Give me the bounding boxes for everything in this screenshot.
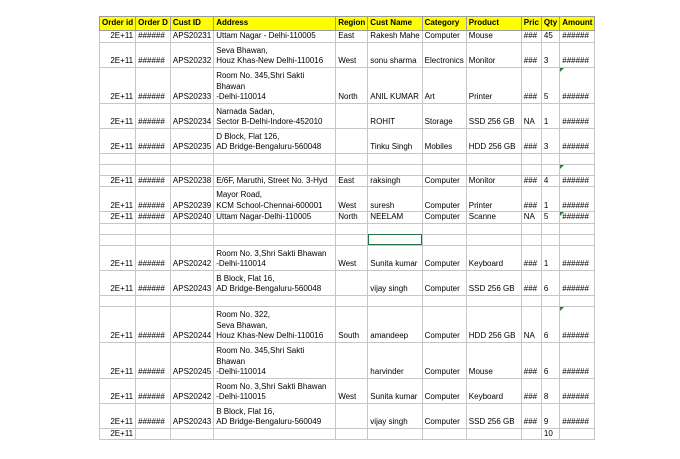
cell-address[interactable]: Room No. 3,Shri Sakti Bhawan -Delhi-110015 [214,378,336,403]
header-region[interactable]: Region [336,17,368,31]
cell-qty[interactable]: 9 [541,403,559,428]
table-row [100,378,595,403]
cell-region[interactable] [336,164,368,175]
cell-region[interactable] [336,128,368,153]
cell-price[interactable]: ### [521,175,541,187]
cell-amount[interactable]: ###### [560,103,595,128]
cell-region[interactable] [336,223,368,234]
cell-order-id[interactable]: 2E+11 [100,245,136,270]
cell-order-date[interactable]: ###### [136,128,171,153]
cell-qty[interactable]: 5 [541,67,559,103]
cell-order-id[interactable]: 2E+11 [100,67,136,103]
cell-cust-id[interactable]: APS20243 [170,403,213,428]
cell-order-date[interactable]: ###### [136,378,171,403]
cell-qty[interactable]: 6 [541,270,559,295]
cell-order-id[interactable] [100,164,136,175]
cell-product[interactable]: Scanne [466,212,521,224]
cell-cust-name[interactable]: amandeep [368,306,422,342]
header-product[interactable]: Product [466,17,521,31]
table-row [100,212,595,224]
cell-price[interactable]: ### [521,187,541,212]
cell-order-id[interactable]: 2E+11 [100,31,136,43]
cell-product[interactable]: Printer [466,67,521,103]
cell-cust-name[interactable]: Rakesh Mahe [368,31,422,43]
cell-cust-name[interactable]: sonu sharma [368,42,422,67]
cell-region[interactable]: West [336,378,368,403]
cell-cust-id[interactable]: APS20234 [170,103,213,128]
spreadsheet-grid [99,16,595,440]
cell-price[interactable] [521,295,541,306]
cell-price[interactable]: ### [521,42,541,67]
cell-order-id[interactable]: 2E+11 [100,212,136,224]
cell-address[interactable]: B Block, Flat 16, AD Bridge-Bengaluru-560048 [214,270,336,295]
blank-row [100,234,595,245]
cell-amount[interactable]: ###### [560,306,595,342]
cell-amount[interactable]: ###### [560,212,595,224]
table-row [100,270,595,295]
cell-amount[interactable]: ###### [560,31,595,43]
cell-address[interactable]: E/6F, Maruthi, Street No. 3-Hyd [214,175,336,187]
cell-amount[interactable]: ###### [560,128,595,153]
cell-product[interactable]: Keyboard [466,378,521,403]
cell-amount[interactable]: ###### [560,67,595,103]
cell-category[interactable]: Computer [422,378,466,403]
cell-amount[interactable]: ###### [560,403,595,428]
cell-product[interactable]: HDD 256 GB [466,306,521,342]
cell-amount[interactable]: ###### [560,187,595,212]
cell-cust-id[interactable]: APS20244 [170,306,213,342]
table-row [100,175,595,187]
cell-qty[interactable]: 1 [541,103,559,128]
cell-product[interactable]: Monitor [466,42,521,67]
table-row [100,403,595,428]
cell-qty[interactable]: 4 [541,175,559,187]
table-row [100,42,595,67]
cell-product[interactable]: Monitor [466,175,521,187]
cell-category[interactable]: Computer [422,403,466,428]
cell-order-date[interactable]: ###### [136,175,171,187]
cell-order-id[interactable]: 2E+11 [100,403,136,428]
cell-order-id[interactable]: 2E+11 [100,342,136,378]
cell-amount[interactable]: ###### [560,42,595,67]
cell-cust-id[interactable]: APS20231 [170,31,213,43]
cell-cust-id[interactable] [170,164,213,175]
cell-category[interactable]: Art [422,67,466,103]
cell-price[interactable]: ### [521,128,541,153]
cell-cust-name[interactable]: Tinku Singh [368,128,422,153]
cell-region[interactable]: West [336,187,368,212]
header-cust-name[interactable]: Cust Name [368,17,422,31]
cell-order-id[interactable]: 2E+11 [100,270,136,295]
cell-region[interactable]: West [336,42,368,67]
cell-qty[interactable]: 3 [541,42,559,67]
cell-qty[interactable] [541,234,559,245]
cell-category[interactable] [422,164,466,175]
cell-cust-name[interactable]: Sunita kumar [368,245,422,270]
cell-qty[interactable]: 8 [541,378,559,403]
cell-price[interactable]: ### [521,31,541,43]
table-row [100,342,595,378]
cell-cust-id[interactable]: APS20243 [170,270,213,295]
cell-order-date[interactable] [136,428,171,440]
cell-region[interactable]: East [336,175,368,187]
cell-order-date[interactable] [136,295,171,306]
cell-order-id[interactable]: 2E+11 [100,103,136,128]
blank-row [100,153,595,164]
cell-order-date[interactable]: ###### [136,306,171,342]
cell-qty[interactable]: 5 [541,212,559,224]
cell-product[interactable] [466,234,521,245]
header-price[interactable]: Pric [521,17,541,31]
cell-cust-name[interactable]: ANIL KUMAR [368,67,422,103]
cell-price[interactable] [521,164,541,175]
cell-cust-id[interactable]: APS20242 [170,245,213,270]
table-row [100,128,595,153]
cell-order-date[interactable]: ###### [136,103,171,128]
cell-order-id[interactable] [100,234,136,245]
cell-cust-id[interactable] [170,223,213,234]
cell-address[interactable] [214,223,336,234]
cell-price[interactable] [521,234,541,245]
header-order-id[interactable]: Order id [100,17,136,31]
cell-cust-id[interactable]: APS20242 [170,378,213,403]
cell-region[interactable]: East [336,31,368,43]
cell-cust-id[interactable]: APS20245 [170,342,213,378]
cell-cust-id[interactable]: APS20238 [170,175,213,187]
cell-price[interactable] [521,153,541,164]
table-row [100,187,595,212]
cell-cust-name[interactable]: Sunita kumar [368,378,422,403]
table-row [100,245,595,270]
cell-cust-name[interactable]: suresh [368,187,422,212]
header-qty[interactable]: Qty [541,17,559,31]
cell-order-date[interactable]: ###### [136,342,171,378]
cell-region[interactable] [336,403,368,428]
cell-category[interactable] [422,428,466,440]
cell-cust-name[interactable]: vijay singh [368,270,422,295]
cell-region[interactable]: West [336,245,368,270]
header-category[interactable]: Category [422,17,466,31]
cell-qty[interactable] [541,164,559,175]
cell-region[interactable] [336,234,368,245]
cell-price[interactable]: NA [521,103,541,128]
cell-address[interactable] [214,153,336,164]
cell-amount[interactable] [560,153,595,164]
cell-price[interactable]: ### [521,403,541,428]
data-table [99,16,595,440]
cell-product[interactable] [466,428,521,440]
cell-cust-name[interactable]: NEELAM [368,212,422,224]
cell-order-id[interactable]: 2E+11 [100,306,136,342]
cell-cust-name[interactable]: vijay singh [368,403,422,428]
cell-order-date[interactable]: ###### [136,270,171,295]
header-order-date[interactable]: Order D [136,17,171,31]
cell-qty[interactable]: 45 [541,31,559,43]
cell-region[interactable]: South [336,306,368,342]
cell-region[interactable] [336,103,368,128]
cell-amount[interactable] [560,295,595,306]
cell-order-date[interactable]: ###### [136,403,171,428]
cell-cust-name[interactable] [368,295,422,306]
cell-order-id[interactable]: 2E+11 [100,175,136,187]
cell-price[interactable] [521,428,541,440]
header-cust-id[interactable]: Cust ID [170,17,213,31]
cell-region[interactable] [336,270,368,295]
header-address[interactable]: Address [214,17,336,31]
cell-order-id[interactable] [100,153,136,164]
cell-qty[interactable]: 6 [541,342,559,378]
cell-product[interactable] [466,223,521,234]
cell-category[interactable]: Mobiles [422,128,466,153]
cell-qty[interactable] [541,295,559,306]
cell-product[interactable]: Mouse [466,342,521,378]
cell-category[interactable] [422,295,466,306]
cell-order-date[interactable] [136,234,171,245]
cell-order-date[interactable] [136,223,171,234]
cell-cust-name[interactable] [368,164,422,175]
cell-order-id[interactable]: 2E+11 [100,428,136,440]
cell-price[interactable]: ### [521,67,541,103]
cell-cust-name[interactable] [368,223,422,234]
cell-product[interactable]: HDD 256 GB [466,128,521,153]
cell-product[interactable] [466,153,521,164]
cell-address[interactable]: Mayor Road, KCM School-Chennai-600001 [214,187,336,212]
cell-address[interactable]: Narnada Sadan, Sector B-Delhi-Indore-452010 [214,103,336,128]
cell-amount[interactable]: ###### [560,245,595,270]
cell-product[interactable] [466,295,521,306]
cell-region[interactable] [336,295,368,306]
cell-order-date[interactable]: ###### [136,212,171,224]
cell-order-id[interactable]: 2E+11 [100,42,136,67]
cell-order-date[interactable]: ###### [136,245,171,270]
cell-category[interactable] [422,223,466,234]
cell-category[interactable]: Computer [422,175,466,187]
cell-qty[interactable]: 10 [541,428,559,440]
cell-price[interactable]: NA [521,306,541,342]
cell-order-id[interactable] [100,295,136,306]
cell-category[interactable] [422,234,466,245]
cell-price[interactable]: NA [521,212,541,224]
cell-category[interactable]: Computer [422,212,466,224]
cell-order-id[interactable] [100,223,136,234]
cell-price[interactable]: ### [521,378,541,403]
cell-price[interactable]: ### [521,245,541,270]
cell-address[interactable] [214,295,336,306]
cell-cust-name[interactable]: raksingh [368,175,422,187]
cell-category[interactable]: Computer [422,31,466,43]
cell-amount[interactable] [560,234,595,245]
cell-address[interactable]: Seva Bhawan, Houz Khas-New Delhi-110016 [214,42,336,67]
cell-amount[interactable] [560,223,595,234]
cell-price[interactable] [521,223,541,234]
cell-order-id[interactable]: 2E+11 [100,378,136,403]
cell-product[interactable]: Keyboard [466,245,521,270]
cell-address[interactable] [214,428,336,440]
cell-address[interactable]: Uttam Nagar - Delhi-110005 [214,31,336,43]
cell-address[interactable]: B Block, Flat 16, AD Bridge-Bengaluru-560049 [214,403,336,428]
header-amount[interactable]: Amount [560,17,595,31]
cell-address[interactable]: Room No. 345,Shri Sakti Bhawan -Delhi-110014 [214,342,336,378]
cell-cust-id[interactable] [170,428,213,440]
cell-category[interactable]: Computer [422,306,466,342]
cell-price[interactable]: ### [521,342,541,378]
cell-address[interactable]: Uttam Nagar-Delhi-110005 [214,212,336,224]
cell-category[interactable]: Computer [422,187,466,212]
table-row [100,428,595,440]
cell-cust-name[interactable] [368,153,422,164]
cell-amount[interactable]: ###### [560,270,595,295]
cell-order-date[interactable]: ###### [136,67,171,103]
table-row [100,67,595,103]
cell-address[interactable] [214,234,336,245]
cell-region[interactable] [336,342,368,378]
cell-category[interactable]: Computer [422,342,466,378]
cell-order-id[interactable]: 2E+11 [100,187,136,212]
cell-product[interactable] [466,164,521,175]
cell-order-id[interactable]: 2E+11 [100,128,136,153]
cell-amount[interactable]: ###### [560,175,595,187]
cell-cust-id[interactable] [170,234,213,245]
cell-product[interactable]: SSD 256 GB [466,403,521,428]
cell-qty[interactable]: 1 [541,187,559,212]
cell-address[interactable] [214,164,336,175]
table-row [100,103,595,128]
cell-address[interactable]: Room No. 322, Seva Bhawan, Houz Khas-New Delhi-110016 [214,306,336,342]
cell-cust-id[interactable]: APS20232 [170,42,213,67]
cell-cust-name[interactable]: harvinder [368,342,422,378]
cell-cust-id[interactable] [170,295,213,306]
cell-price[interactable]: ### [521,270,541,295]
blank-row [100,223,595,234]
cell-cust-id[interactable]: APS20235 [170,128,213,153]
blank-row [100,164,595,175]
cell-cust-id[interactable] [170,153,213,164]
cell-region[interactable] [336,153,368,164]
cell-category[interactable]: Electronics [422,42,466,67]
blank-row [100,295,595,306]
cell-cust-name[interactable] [368,428,422,440]
cell-address[interactable]: D Block, Flat 126, AD Bridge-Bengaluru-560048 [214,128,336,153]
cell-qty[interactable]: 3 [541,128,559,153]
cell-qty[interactable] [541,223,559,234]
selected-cell[interactable] [368,234,422,245]
cell-amount[interactable] [560,428,595,440]
cell-amount[interactable]: ###### [560,378,595,403]
cell-category[interactable]: Storage [422,103,466,128]
cell-order-date[interactable] [136,164,171,175]
cell-cust-id[interactable]: APS20240 [170,212,213,224]
cell-region[interactable] [336,428,368,440]
cell-qty[interactable]: 1 [541,245,559,270]
cell-cust-id[interactable]: APS20233 [170,67,213,103]
cell-region[interactable]: North [336,212,368,224]
cell-category[interactable]: Computer [422,245,466,270]
cell-product[interactable]: Printer [466,187,521,212]
cell-amount[interactable]: ###### [560,342,595,378]
table-row [100,31,595,43]
cell-order-date[interactable]: ###### [136,187,171,212]
cell-order-date[interactable]: ###### [136,31,171,43]
header-row [100,17,595,31]
cell-cust-name[interactable]: ROHIT [368,103,422,128]
cell-address[interactable]: Room No. 345,Shri Sakti Bhawan -Delhi-110014 [214,67,336,103]
cell-product[interactable]: SSD 256 GB [466,103,521,128]
cell-product[interactable]: SSD 256 GB [466,270,521,295]
cell-qty[interactable] [541,153,559,164]
cell-category[interactable]: Computer [422,270,466,295]
cell-qty[interactable]: 6 [541,306,559,342]
cell-address[interactable]: Room No. 3,Shri Sakti Bhawan -Delhi-110014 [214,245,336,270]
cell-cust-id[interactable]: APS20239 [170,187,213,212]
cell-category[interactable] [422,153,466,164]
cell-amount[interactable] [560,164,595,175]
table-row [100,306,595,342]
cell-order-date[interactable]: ###### [136,42,171,67]
cell-region[interactable]: North [336,67,368,103]
cell-order-date[interactable] [136,153,171,164]
cell-product[interactable]: Mouse [466,31,521,43]
